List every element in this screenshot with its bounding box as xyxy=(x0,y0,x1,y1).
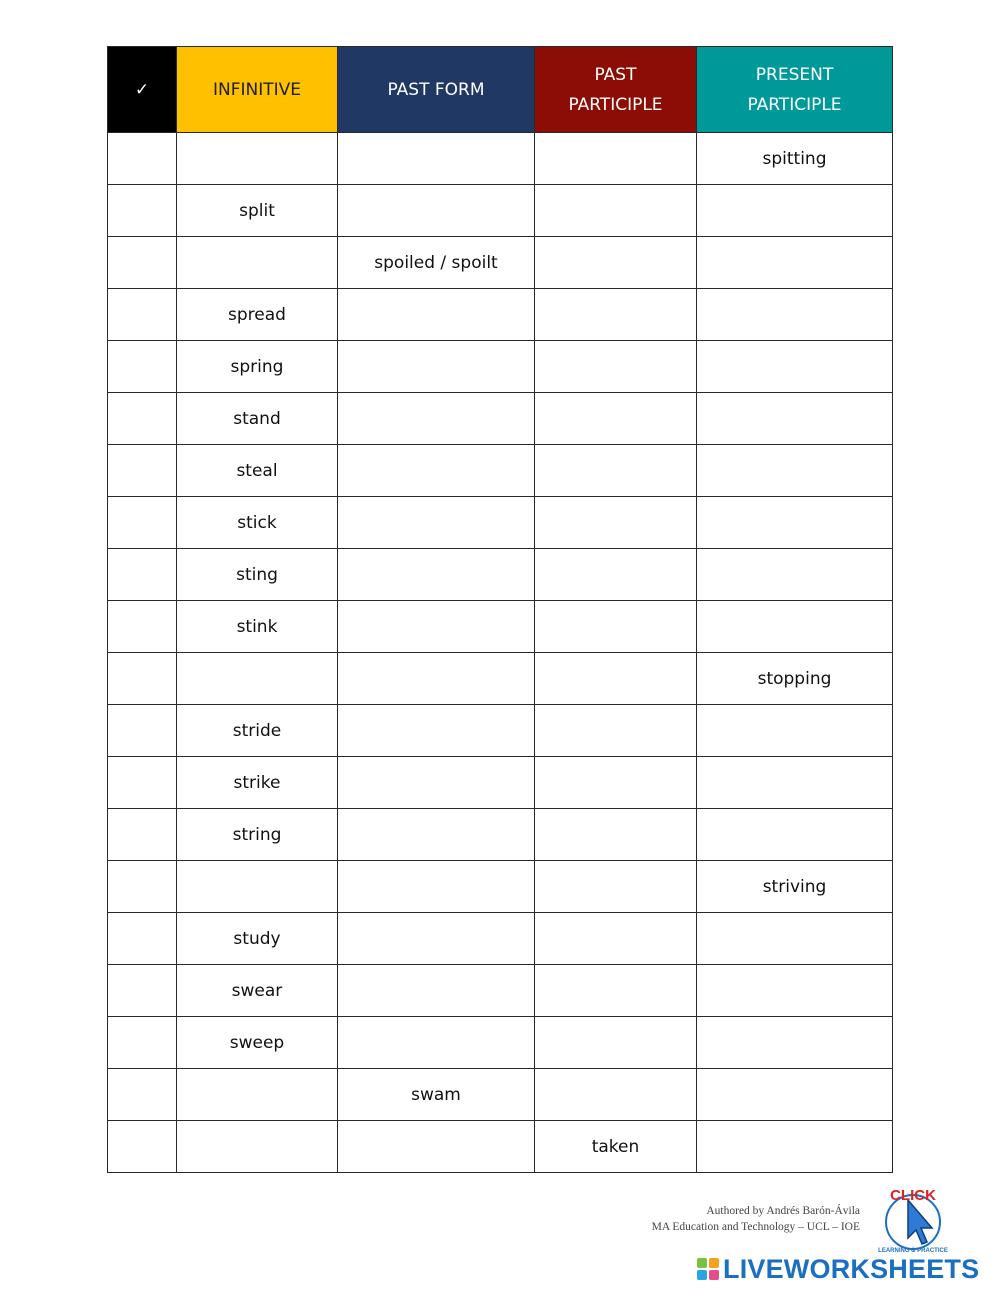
cell-check[interactable] xyxy=(108,341,177,393)
cell-check[interactable] xyxy=(108,1121,177,1173)
cell-check[interactable] xyxy=(108,445,177,497)
click-cursor-icon xyxy=(872,1186,954,1254)
cell-present-participle[interactable] xyxy=(697,445,893,497)
table-row xyxy=(108,1017,893,1069)
cell-past-participle[interactable] xyxy=(535,393,697,445)
cell-past-form[interactable] xyxy=(338,705,535,757)
author-affiliation: MA Education and Technology – UCL – IOE xyxy=(651,1221,860,1233)
table-row xyxy=(108,289,893,341)
cell-present-participle[interactable] xyxy=(697,601,893,653)
cell-check[interactable] xyxy=(108,757,177,809)
cell-infinitive: sweep xyxy=(177,1017,338,1069)
cell-past-form[interactable] xyxy=(338,601,535,653)
cell-check[interactable] xyxy=(108,965,177,1017)
cell-past-participle[interactable] xyxy=(535,809,697,861)
cell-past-form[interactable] xyxy=(338,289,535,341)
table-row xyxy=(108,809,893,861)
liveworksheets-brand: LIVEWORKSHEETS xyxy=(723,1253,980,1284)
badge-bottom-text: LEARNING & PRACTICE xyxy=(878,1248,948,1254)
cell-past-form[interactable] xyxy=(338,1017,535,1069)
cell-present-participle[interactable] xyxy=(697,913,893,965)
table-row xyxy=(108,1069,893,1121)
liveworksheets-blocks-icon xyxy=(697,1258,719,1280)
cell-past-form[interactable] xyxy=(338,913,535,965)
cell-present-participle[interactable] xyxy=(697,393,893,445)
table-row xyxy=(108,185,893,237)
cell-past-participle[interactable] xyxy=(535,497,697,549)
cell-check[interactable] xyxy=(108,861,177,913)
cell-past-participle[interactable] xyxy=(535,133,697,185)
cell-present-participle: stopping xyxy=(697,653,893,705)
cell-present-participle[interactable] xyxy=(697,757,893,809)
table-row xyxy=(108,757,893,809)
cell-infinitive: stick xyxy=(177,497,338,549)
cell-check[interactable] xyxy=(108,809,177,861)
cell-present-participle[interactable] xyxy=(697,705,893,757)
cell-past-participle[interactable] xyxy=(535,653,697,705)
cell-infinitive: string xyxy=(177,809,338,861)
table-row xyxy=(108,1121,893,1173)
cell-present-participle[interactable] xyxy=(697,185,893,237)
table-row xyxy=(108,133,893,185)
cell-past-form[interactable] xyxy=(338,757,535,809)
cell-past-form[interactable] xyxy=(338,1121,535,1173)
cell-past-participle[interactable] xyxy=(535,549,697,601)
cell-infinitive: stink xyxy=(177,601,338,653)
cell-past-form: swam xyxy=(338,1069,535,1121)
cell-past-form: spoiled / spoilt xyxy=(338,237,535,289)
table-row xyxy=(108,393,893,445)
cell-present-participle[interactable] xyxy=(697,1017,893,1069)
table-row xyxy=(108,237,893,289)
table-row xyxy=(108,497,893,549)
cell-check[interactable] xyxy=(108,393,177,445)
header-present-participle xyxy=(697,47,893,133)
cell-infinitive: strike xyxy=(177,757,338,809)
cell-past-participle[interactable] xyxy=(535,913,697,965)
cell-check[interactable] xyxy=(108,913,177,965)
cell-check[interactable] xyxy=(108,549,177,601)
header-infinitive: INFINITIVE xyxy=(177,47,338,133)
cell-past-form[interactable] xyxy=(338,185,535,237)
cell-past-form[interactable] xyxy=(338,133,535,185)
cell-past-participle[interactable] xyxy=(535,861,697,913)
badge-top-text: CLICK xyxy=(890,1187,936,1204)
cell-past-participle[interactable] xyxy=(535,341,697,393)
author-credit xyxy=(560,1203,860,1235)
cell-past-participle[interactable] xyxy=(535,445,697,497)
header-past-participle xyxy=(535,47,697,133)
cell-past-form[interactable] xyxy=(338,445,535,497)
cell-past-form[interactable] xyxy=(338,965,535,1017)
header-row xyxy=(108,47,893,133)
click-logo xyxy=(872,1186,954,1254)
cell-infinitive[interactable] xyxy=(177,1069,338,1121)
cell-present-participle[interactable] xyxy=(697,1121,893,1173)
header-past-participle-label: PAST PARTICIPLE xyxy=(568,64,663,115)
cell-check[interactable] xyxy=(108,1017,177,1069)
cell-present-participle[interactable] xyxy=(697,237,893,289)
cell-past-participle: taken xyxy=(535,1121,697,1173)
cell-infinitive: swear xyxy=(177,965,338,1017)
table-row xyxy=(108,601,893,653)
cell-present-participle[interactable] xyxy=(697,289,893,341)
cell-present-participle[interactable] xyxy=(697,341,893,393)
cell-past-form[interactable] xyxy=(338,497,535,549)
cell-past-participle[interactable] xyxy=(535,185,697,237)
cell-past-form[interactable] xyxy=(338,393,535,445)
liveworksheets-logo xyxy=(697,1254,979,1284)
cell-infinitive[interactable] xyxy=(177,133,338,185)
cell-infinitive: spread xyxy=(177,289,338,341)
table-row xyxy=(108,653,893,705)
cell-past-form[interactable] xyxy=(338,861,535,913)
cell-present-participle[interactable] xyxy=(697,965,893,1017)
cell-past-participle[interactable] xyxy=(535,1017,697,1069)
cell-check[interactable] xyxy=(108,237,177,289)
table-row xyxy=(108,861,893,913)
header-present-participle-label: PRESENT PARTICIPLE xyxy=(747,64,842,115)
cell-check[interactable] xyxy=(108,497,177,549)
cell-infinitive[interactable] xyxy=(177,1121,338,1173)
cell-infinitive: stand xyxy=(177,393,338,445)
cell-past-form[interactable] xyxy=(338,809,535,861)
cell-infinitive: steal xyxy=(177,445,338,497)
cell-infinitive: sting xyxy=(177,549,338,601)
cell-check[interactable] xyxy=(108,1069,177,1121)
cell-check[interactable] xyxy=(108,705,177,757)
cell-infinitive[interactable] xyxy=(177,653,338,705)
cell-past-participle[interactable] xyxy=(535,965,697,1017)
cell-check[interactable] xyxy=(108,133,177,185)
cell-present-participle[interactable] xyxy=(697,497,893,549)
cell-past-participle[interactable] xyxy=(535,705,697,757)
cell-infinitive: spring xyxy=(177,341,338,393)
table-row xyxy=(108,341,893,393)
cell-infinitive: study xyxy=(177,913,338,965)
cell-present-participle[interactable] xyxy=(697,1069,893,1121)
cell-present-participle[interactable] xyxy=(697,549,893,601)
table-row xyxy=(108,549,893,601)
cell-present-participle[interactable] xyxy=(697,809,893,861)
cell-check[interactable] xyxy=(108,185,177,237)
cell-check[interactable] xyxy=(108,653,177,705)
cell-past-form[interactable] xyxy=(338,653,535,705)
cell-present-participle: spitting xyxy=(697,133,893,185)
cell-infinitive[interactable] xyxy=(177,861,338,913)
table-row xyxy=(108,965,893,1017)
cell-infinitive[interactable] xyxy=(177,237,338,289)
cell-past-participle[interactable] xyxy=(535,1069,697,1121)
verb-table xyxy=(107,46,893,1173)
header-past-form: PAST FORM xyxy=(338,47,535,133)
cell-past-form[interactable] xyxy=(338,341,535,393)
cell-check[interactable] xyxy=(108,601,177,653)
table-row xyxy=(108,705,893,757)
cell-past-participle[interactable] xyxy=(535,289,697,341)
cell-infinitive: stride xyxy=(177,705,338,757)
cell-infinitive: split xyxy=(177,185,338,237)
cell-present-participle: striving xyxy=(697,861,893,913)
cell-past-participle[interactable] xyxy=(535,757,697,809)
cell-past-form[interactable] xyxy=(338,549,535,601)
cell-check[interactable] xyxy=(108,289,177,341)
cell-past-participle[interactable] xyxy=(535,237,697,289)
header-check: ✓ xyxy=(108,47,177,133)
table-row xyxy=(108,445,893,497)
table-row xyxy=(108,913,893,965)
author-name: Authored by Andrés Barón-Ávila xyxy=(706,1205,860,1217)
cell-past-participle[interactable] xyxy=(535,601,697,653)
